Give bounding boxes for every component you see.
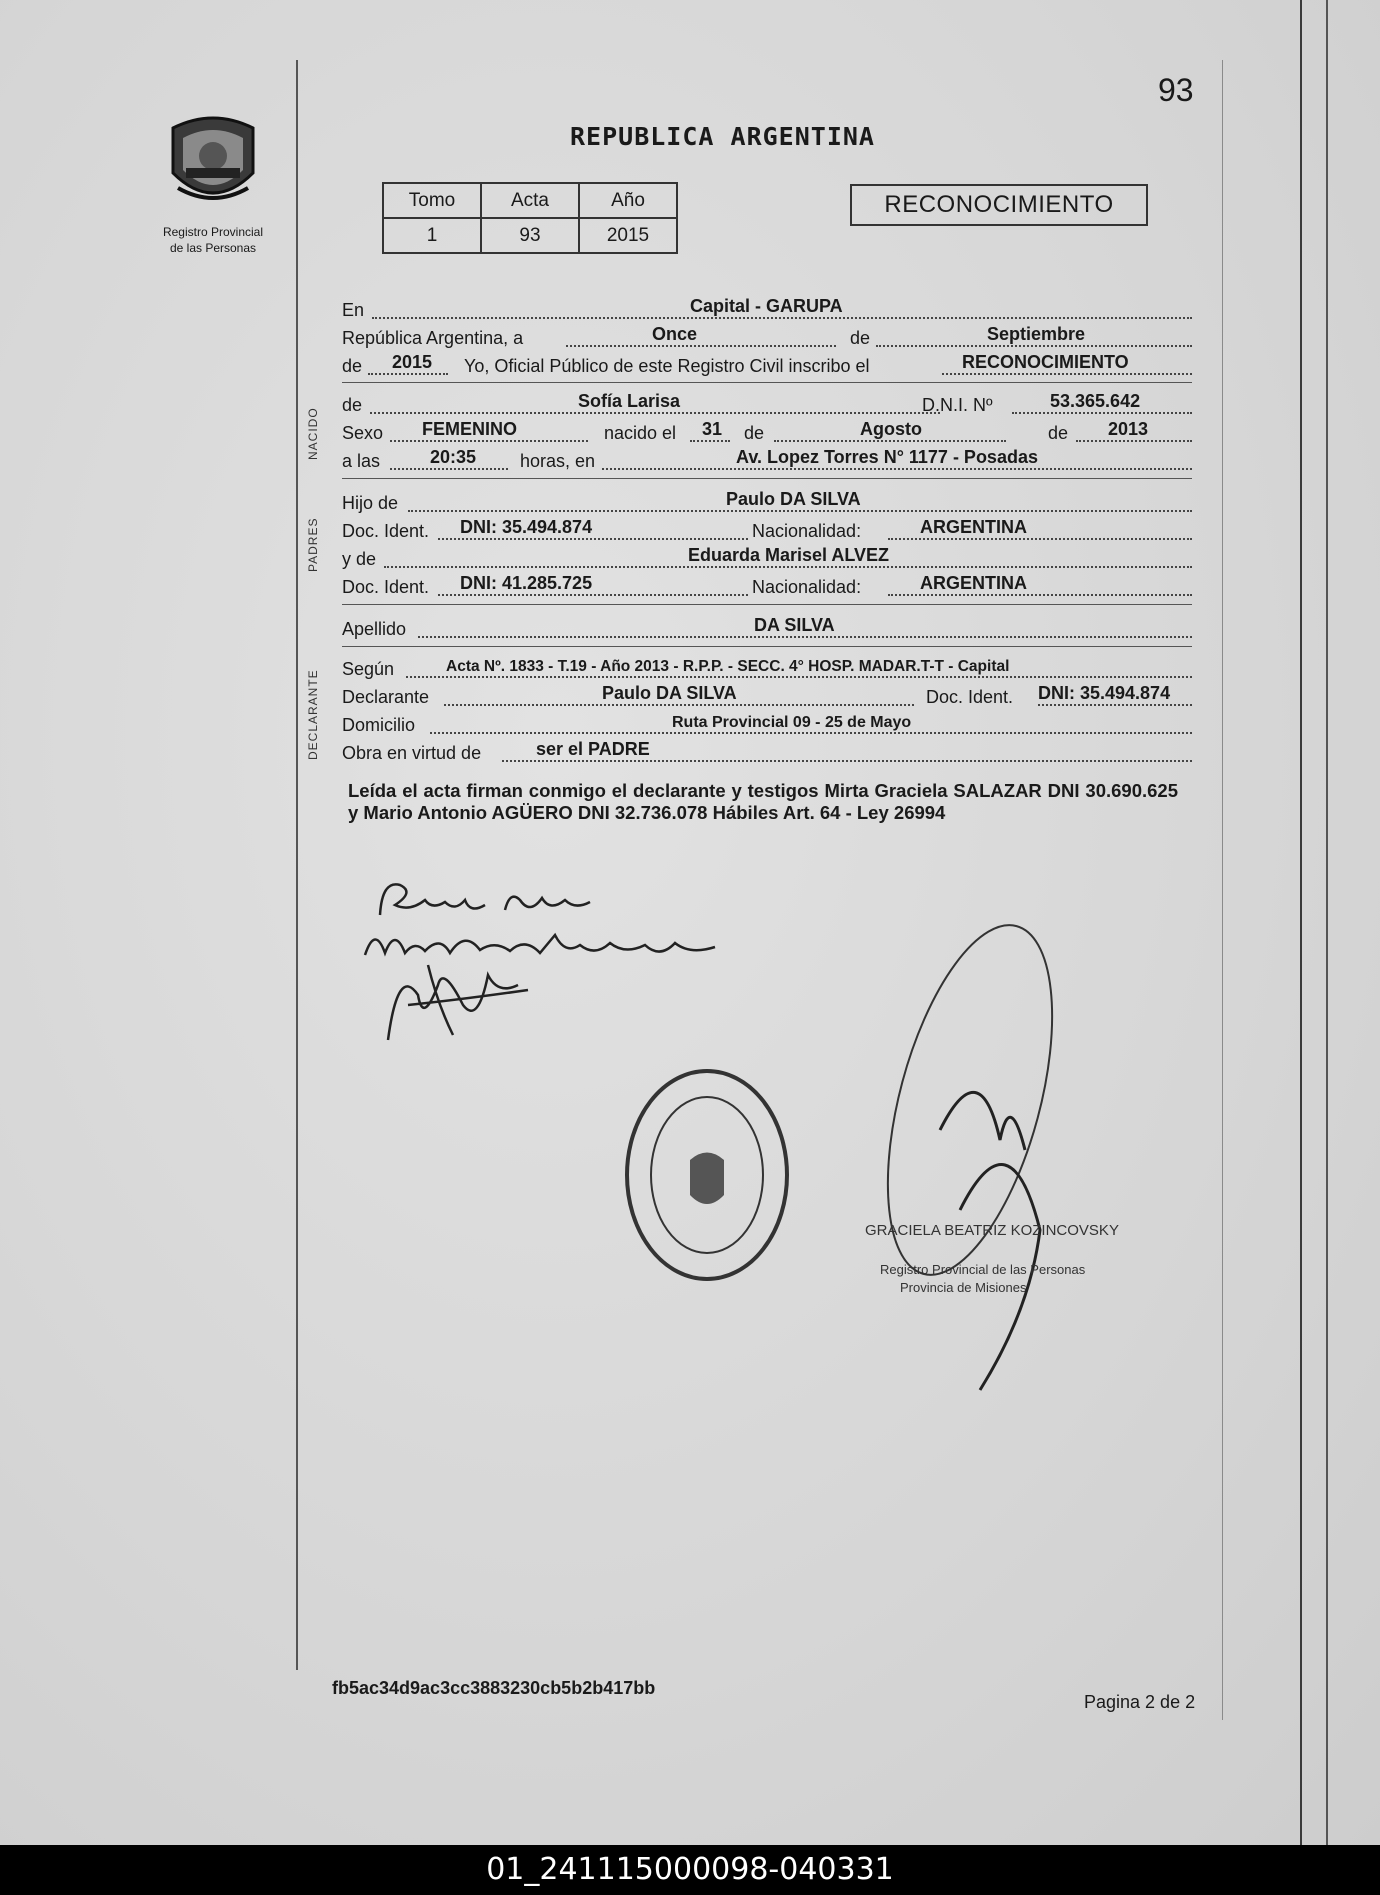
value-mes: Septiembre — [987, 324, 1086, 344]
label-declarante: Declarante — [342, 687, 430, 707]
label-obra: Obra en virtud de — [342, 743, 482, 763]
label-doc-ident: Doc. Ident. — [342, 521, 430, 541]
form-border-left — [296, 60, 298, 1670]
label-sexo: Sexo — [342, 423, 384, 443]
label-domicilio: Domicilio — [342, 715, 416, 735]
row-inscripcion — [342, 351, 1192, 379]
section-separator — [342, 382, 1192, 383]
form-border-right — [1222, 60, 1223, 1720]
label-yo-oficial: Yo, Oficial Público de este Registro Civil inscribo el — [464, 356, 870, 376]
label-nacido-el: nacido el — [604, 423, 677, 443]
side-label-padres: PADRES — [306, 517, 320, 572]
row-sexo — [342, 418, 1192, 446]
value-declarante-doc: DNI: 35.494.874 — [1038, 683, 1171, 703]
row-madre-doc — [342, 572, 1192, 600]
value-hora: 20:35 — [430, 447, 477, 467]
row-hora — [342, 446, 1192, 474]
label-apellido: Apellido — [342, 619, 407, 639]
signature-official — [860, 910, 1070, 1430]
label-nacionalidad: Nacionalidad: — [752, 577, 862, 597]
signature-testigo-aguero — [368, 945, 548, 1050]
act-type-box: RECONOCIMIENTO — [850, 184, 1148, 226]
value-anio: 2015 — [392, 352, 433, 372]
value-lugar: Capital - GARUPA — [690, 296, 843, 316]
label-republica: República Argentina, a — [342, 328, 524, 348]
registry-seal — [622, 1065, 792, 1285]
value-apellido: DA SILVA — [754, 615, 835, 635]
logo-caption: Registro Provincial — [162, 225, 264, 239]
label-hijo-de: Hijo de — [342, 493, 399, 513]
value-padre-nac: ARGENTINA — [920, 517, 1027, 537]
registry-table — [382, 182, 678, 254]
side-label-nacido: NACIDO — [306, 407, 320, 460]
registry-value-tomo: 1 — [383, 218, 481, 253]
row-padre — [342, 488, 1192, 516]
row-lugar — [342, 295, 1192, 323]
value-nac-dia: 31 — [702, 419, 723, 439]
section-separator — [342, 646, 1192, 647]
label-segun: Según — [342, 659, 395, 679]
coat-of-arms-icon — [158, 108, 268, 218]
label-nacionalidad: Nacionalidad: — [752, 521, 862, 541]
provincial-registry-logo — [148, 108, 278, 258]
row-obra — [342, 738, 1192, 766]
side-label-declarante: DECLARANTE — [306, 669, 320, 760]
page-number: 93 — [1158, 72, 1194, 108]
registry-header-anio: Año — [579, 183, 677, 218]
value-padre-doc: DNI: 35.494.874 — [460, 517, 593, 537]
registry-value-acta: 93 — [481, 218, 579, 253]
row-madre — [342, 544, 1192, 572]
value-dni: 53.365.642 — [1050, 391, 1141, 411]
section-separator — [342, 478, 1192, 479]
label-y-de: y de — [342, 549, 377, 569]
value-declarante: Paulo DA SILVA — [602, 683, 737, 703]
registrar-province: Provincia de Misiones — [900, 1280, 1027, 1295]
value-obra: ser el PADRE — [536, 739, 650, 759]
logo-caption: de las Personas — [169, 241, 257, 255]
value-madre-doc: DNI: 41.285.725 — [460, 573, 593, 593]
value-nombre: Sofía Larisa — [578, 391, 681, 411]
label-en: En — [342, 300, 365, 320]
label-dni: D.N.I. Nº — [922, 395, 993, 415]
value-domicilio: Ruta Provincial 09 - 25 de Mayo — [672, 714, 912, 731]
registrar-name: GRACIELA BEATRIZ KOZINCOVSKY — [865, 1222, 1119, 1239]
document-title: REPUBLICA ARGENTINA — [570, 122, 875, 151]
label-de-year: de — [342, 356, 363, 376]
label-de-anio: de — [1048, 423, 1069, 443]
label-doc-ident: Doc. Ident. — [342, 577, 430, 597]
closing-statement: Leída el acta firman conmigo el declarante y testigos Mirta Graciela SALAZAR DNI 30.690.625 y Mario Antonio AGÜERO DNI 32.736.078 Hábiles Art. 64 - Ley 26994 — [348, 780, 1178, 823]
value-nac-mes: Agosto — [860, 419, 922, 439]
row-domicilio — [342, 710, 1192, 738]
value-lugar-nac: Av. Lopez Torres N° 1177 - Posadas — [736, 447, 1038, 467]
row-fecha — [342, 323, 1192, 351]
value-madre-nac: ARGENTINA — [920, 573, 1027, 593]
label-a-las: a las — [342, 451, 381, 471]
value-dia: Once — [652, 324, 698, 344]
value-padre: Paulo DA SILVA — [726, 489, 861, 509]
value-nac-anio: 2013 — [1108, 419, 1149, 439]
value-sexo: FEMENINO — [422, 419, 518, 439]
footer-code-bar: 01_241115000098-040331 — [0, 1845, 1380, 1895]
label-de-mes: de — [744, 423, 765, 443]
value-segun: Acta Nº. 1833 - T.19 - Año 2013 - R.P.P. - SECC. 4° HOSP. MADAR.T-T - Capital — [446, 658, 1010, 675]
value-acto: RECONOCIMIENTO — [962, 352, 1129, 372]
row-declarante — [342, 682, 1192, 710]
page-edge-line — [1300, 0, 1302, 1845]
registrar-office: Registro Provincial de las Personas — [880, 1262, 1086, 1277]
value-madre: Eduarda Marisel ALVEZ — [688, 545, 890, 565]
label-horas-en: horas, en — [520, 451, 596, 471]
label-doc-ident-decl: Doc. Ident. — [926, 687, 1014, 707]
label-de: de — [850, 328, 871, 348]
pagination: Pagina 2 de 2 — [1084, 1692, 1196, 1712]
row-segun — [342, 654, 1192, 682]
registry-header-tomo: Tomo — [383, 183, 481, 218]
label-de-name: de — [342, 395, 363, 415]
row-nombre — [342, 390, 1192, 418]
row-apellido — [342, 614, 1192, 642]
registry-value-anio: 2015 — [579, 218, 677, 253]
registry-header-acta: Acta — [481, 183, 579, 218]
page-edge-line — [1326, 0, 1328, 1845]
section-separator — [342, 604, 1192, 605]
row-padre-doc — [342, 516, 1192, 544]
document-hash: fb5ac34d9ac3cc3883230cb5b2b417bb — [332, 1678, 656, 1698]
